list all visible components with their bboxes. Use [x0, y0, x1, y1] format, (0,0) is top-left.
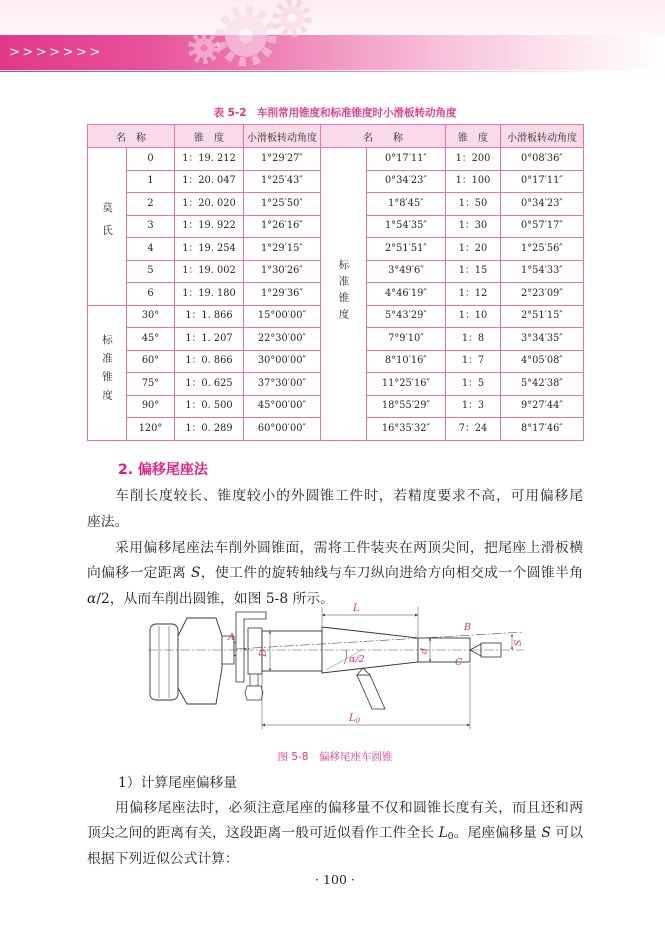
taper-cell: 1：0. 866 — [175, 350, 244, 373]
label-offset: S — [513, 639, 524, 646]
gear-icon — [220, 10, 272, 62]
header-rule — [0, 71, 610, 72]
taper-cell: 1：19. 254 — [175, 238, 244, 261]
header-taper: 锥 度 — [446, 125, 501, 148]
angle-cell: 1°25′43″ — [244, 170, 321, 193]
taper-cell: 1：0. 500 — [175, 395, 244, 418]
symbol-s: S — [541, 825, 551, 841]
sub-name-cell: 5 — [127, 260, 175, 283]
sub-name-cell: 4 — [127, 238, 175, 261]
sub-name-cell: 0°34′23″ — [367, 170, 446, 193]
taper-cell: 1：20. 020 — [175, 193, 244, 216]
spindle-nose — [150, 624, 178, 700]
angle-cell: 5°42′38″ — [501, 373, 584, 396]
taper-cell: 1：100 — [446, 170, 501, 193]
symbol-s: S — [190, 565, 201, 581]
angle-cell: 1°29′36″ — [244, 283, 321, 306]
label-total-length — [348, 713, 361, 725]
sub-name-cell: 3 — [127, 215, 175, 238]
sub-name-cell: 45° — [127, 328, 175, 351]
sub-name-cell: 75° — [127, 373, 175, 396]
text-line — [87, 821, 583, 847]
tailstock-offset-diagram — [140, 600, 530, 745]
sub-name-cell: 8°10′16″ — [367, 350, 446, 373]
label-point-c: C — [455, 657, 463, 668]
angle-cell: 1°25′50″ — [244, 193, 321, 216]
label-small-diameter: d — [419, 647, 430, 654]
taper-cell: 1：200 — [446, 148, 501, 171]
table-body — [88, 148, 584, 441]
group-name-cell — [88, 305, 127, 440]
angle-cell: 37°30′00″ — [244, 373, 321, 396]
sub-name-cell: 16°35′32″ — [367, 418, 446, 441]
sub-name-cell: 3°49′6″ — [367, 260, 446, 283]
text-segment: ，使工件的旋转轴线与车刀纵向进给方向相交成一个圆锥半角 — [200, 565, 583, 581]
sub-name-cell: 1°54′35″ — [367, 215, 446, 238]
angle-cell: 60°00′00″ — [244, 418, 321, 441]
table-row — [88, 148, 584, 171]
header-name: 名 称 — [88, 125, 175, 148]
taper-cell: 1：0. 289 — [175, 418, 244, 441]
chevrons-decoration: >>>>>>> — [9, 45, 103, 60]
dog-screw — [250, 674, 258, 686]
sub-name-cell: 60° — [127, 350, 175, 373]
label-point-b: B — [464, 622, 471, 633]
sub-name-cell: 2 — [127, 193, 175, 216]
text-line — [87, 847, 583, 873]
taper-cell: 7：24 — [446, 418, 501, 441]
angle-cell: 45°00′00″ — [244, 395, 321, 418]
header-slide-angle: 小滑板转动角度 — [501, 125, 584, 148]
driving-plate — [178, 618, 222, 704]
text-line — [87, 796, 583, 822]
paragraph — [87, 484, 583, 535]
text-line — [87, 510, 583, 536]
angle-cell: 1°29′27″ — [244, 148, 321, 171]
taper-cell: 1：19. 212 — [175, 148, 244, 171]
workpiece-left-cylinder — [262, 631, 322, 671]
sub-name-cell: 90° — [127, 395, 175, 418]
sub-name-cell: 5°43′29″ — [367, 305, 446, 328]
angle-cell: 1°25′56″ — [501, 238, 584, 261]
sub-name-cell: 11°25′16″ — [367, 373, 446, 396]
group-name: 莫氏 — [101, 201, 113, 247]
angle-cell: 22°30′00″ — [244, 328, 321, 351]
gear-hole — [288, 14, 297, 23]
label-total-length-subscript: 0 — [355, 717, 361, 725]
group-name-cell — [321, 148, 367, 441]
text-line — [87, 561, 583, 587]
symbol-l: L — [438, 825, 448, 841]
text-line — [87, 536, 583, 562]
angle-cell: 3°34′35″ — [501, 328, 584, 351]
angle-cell: 0°57′17″ — [501, 215, 584, 238]
sub-name-cell: 0 — [127, 148, 175, 171]
group-name-cell — [88, 148, 127, 306]
label-half-angle: α/2 — [349, 654, 365, 665]
sub-name-cell: 1 — [127, 170, 175, 193]
angle-cell: 9°27′44″ — [501, 395, 584, 418]
text-segment: /2，从而车削出圆锥，如图 5-8 所示。 — [96, 590, 334, 607]
angle-cell: 1°30′26″ — [244, 260, 321, 283]
text-segment: 可以 — [550, 825, 583, 841]
taper-cell: 1：30 — [446, 215, 501, 238]
taper-cell: 1：10 — [446, 305, 501, 328]
sub-name-cell: 2°51′51″ — [367, 238, 446, 261]
angle-cell: 8°17′46″ — [501, 418, 584, 441]
label-large-diameter: D — [258, 649, 269, 657]
table-title: 表 5-2 车削常用锥度和标准锥度时小滑板转动角度 — [213, 107, 457, 119]
angle-cell: 4°05′08″ — [501, 350, 584, 373]
angle-cell: 0°08′36″ — [501, 148, 584, 171]
angle-cell: 1°29′15″ — [244, 238, 321, 261]
text-segment: 用偏移尾座法时，必须注意尾座的偏移量不仅和圆锥长度有关，而且还和两 — [115, 799, 583, 816]
paragraph — [87, 796, 583, 873]
taper-cell: 1：7 — [446, 350, 501, 373]
angle-cell: 1°54′33″ — [501, 260, 584, 283]
gear-icon — [191, 35, 217, 61]
taper-cell: 1：20 — [446, 238, 501, 261]
text-line — [87, 484, 583, 510]
turning-tool — [357, 675, 385, 709]
page-number: · 100 · — [315, 872, 355, 887]
label-cone-length: L — [353, 603, 360, 614]
label-point-a: A — [228, 632, 235, 643]
angle-cell: 1°26′16″ — [244, 215, 321, 238]
taper-cell: 1：12 — [446, 283, 501, 306]
taper-cell: 1：1. 866 — [175, 305, 244, 328]
symbol-l-subscript: 0 — [447, 832, 454, 842]
angle-cell: 2°23′09″ — [501, 283, 584, 306]
taper-cell: 1：19. 002 — [175, 260, 244, 283]
header-name: 名 称 — [321, 125, 446, 148]
taper-cell: 1：3 — [446, 395, 501, 418]
angle-cell: 0°34′23″ — [501, 193, 584, 216]
text-segment: 向偏移一定距离 — [87, 565, 191, 581]
section-heading: 2. 偏移尾座法 — [118, 462, 208, 478]
taper-cell: 1：15 — [446, 260, 501, 283]
text-segment: 。尾座偏移量 — [453, 825, 542, 841]
header-taper: 锥 度 — [175, 125, 244, 148]
header-slide-angle: 小滑板转动角度 — [244, 125, 321, 148]
taper-cell: 1：0. 625 — [175, 373, 244, 396]
taper-cell: 1：20. 047 — [175, 170, 244, 193]
angle-cell: 0°17′11″ — [501, 170, 584, 193]
sub-name-cell: 7°9′10″ — [367, 328, 446, 351]
figure-caption: 图 5-8 偏移尾座车圆锥 — [277, 751, 393, 763]
text-segment: 根据下列近似公式计算： — [87, 850, 239, 867]
text-segment: 顶尖之间的距离有关，这段距离一般可近似看作工件全长 — [87, 825, 439, 841]
dog-screw-head — [245, 686, 263, 700]
gear-icon — [276, 2, 308, 34]
gear-hole — [239, 29, 253, 43]
taper-angle-table — [87, 124, 584, 441]
page-header-banner — [0, 0, 665, 76]
table-header-row — [88, 125, 584, 148]
sub-name-cell: 4°46′19″ — [367, 283, 446, 306]
symbol-alpha: α — [87, 590, 97, 607]
label-total-length-symbol: L — [349, 713, 356, 724]
table-header — [88, 125, 584, 148]
angle-cell: 30°00′00″ — [244, 350, 321, 373]
taper-cell: 1：50 — [446, 193, 501, 216]
group-name: 标准锥度 — [101, 333, 113, 408]
sub-name-cell: 6 — [127, 283, 175, 306]
group-name: 标准锥度 — [337, 258, 350, 325]
text-segment: 采用偏移尾座法车削外圆锥面，需将工件装夹在两顶尖间，把尾座上滑板横 — [115, 539, 583, 556]
subheading: 1）计算尾座偏移量 — [118, 775, 238, 791]
sub-name-cell: 1°8′45″ — [367, 193, 446, 216]
taper-cell: 1：19. 922 — [175, 215, 244, 238]
taper-cell: 1：8 — [446, 328, 501, 351]
gear-hole — [201, 45, 208, 52]
sub-name-cell: 30° — [127, 305, 175, 328]
sub-name-cell: 0°17′11″ — [367, 148, 446, 171]
gears-decoration — [0, 0, 665, 76]
text-segment: 座法。 — [87, 513, 129, 530]
taper-cell: 1：5 — [446, 373, 501, 396]
text-segment: 车削长度较长、锥度较小的外圆锥工件时，若精度要求不高，可用偏移尾 — [115, 488, 583, 504]
sub-name-cell: 18°55′29″ — [367, 395, 446, 418]
taper-cell: 1：1. 207 — [175, 328, 244, 351]
sub-name-cell: 120° — [127, 418, 175, 441]
angle-cell: 15°00′00″ — [244, 305, 321, 328]
taper-cell: 1：19. 180 — [175, 283, 244, 306]
angle-cell: 2°51′15″ — [501, 305, 584, 328]
